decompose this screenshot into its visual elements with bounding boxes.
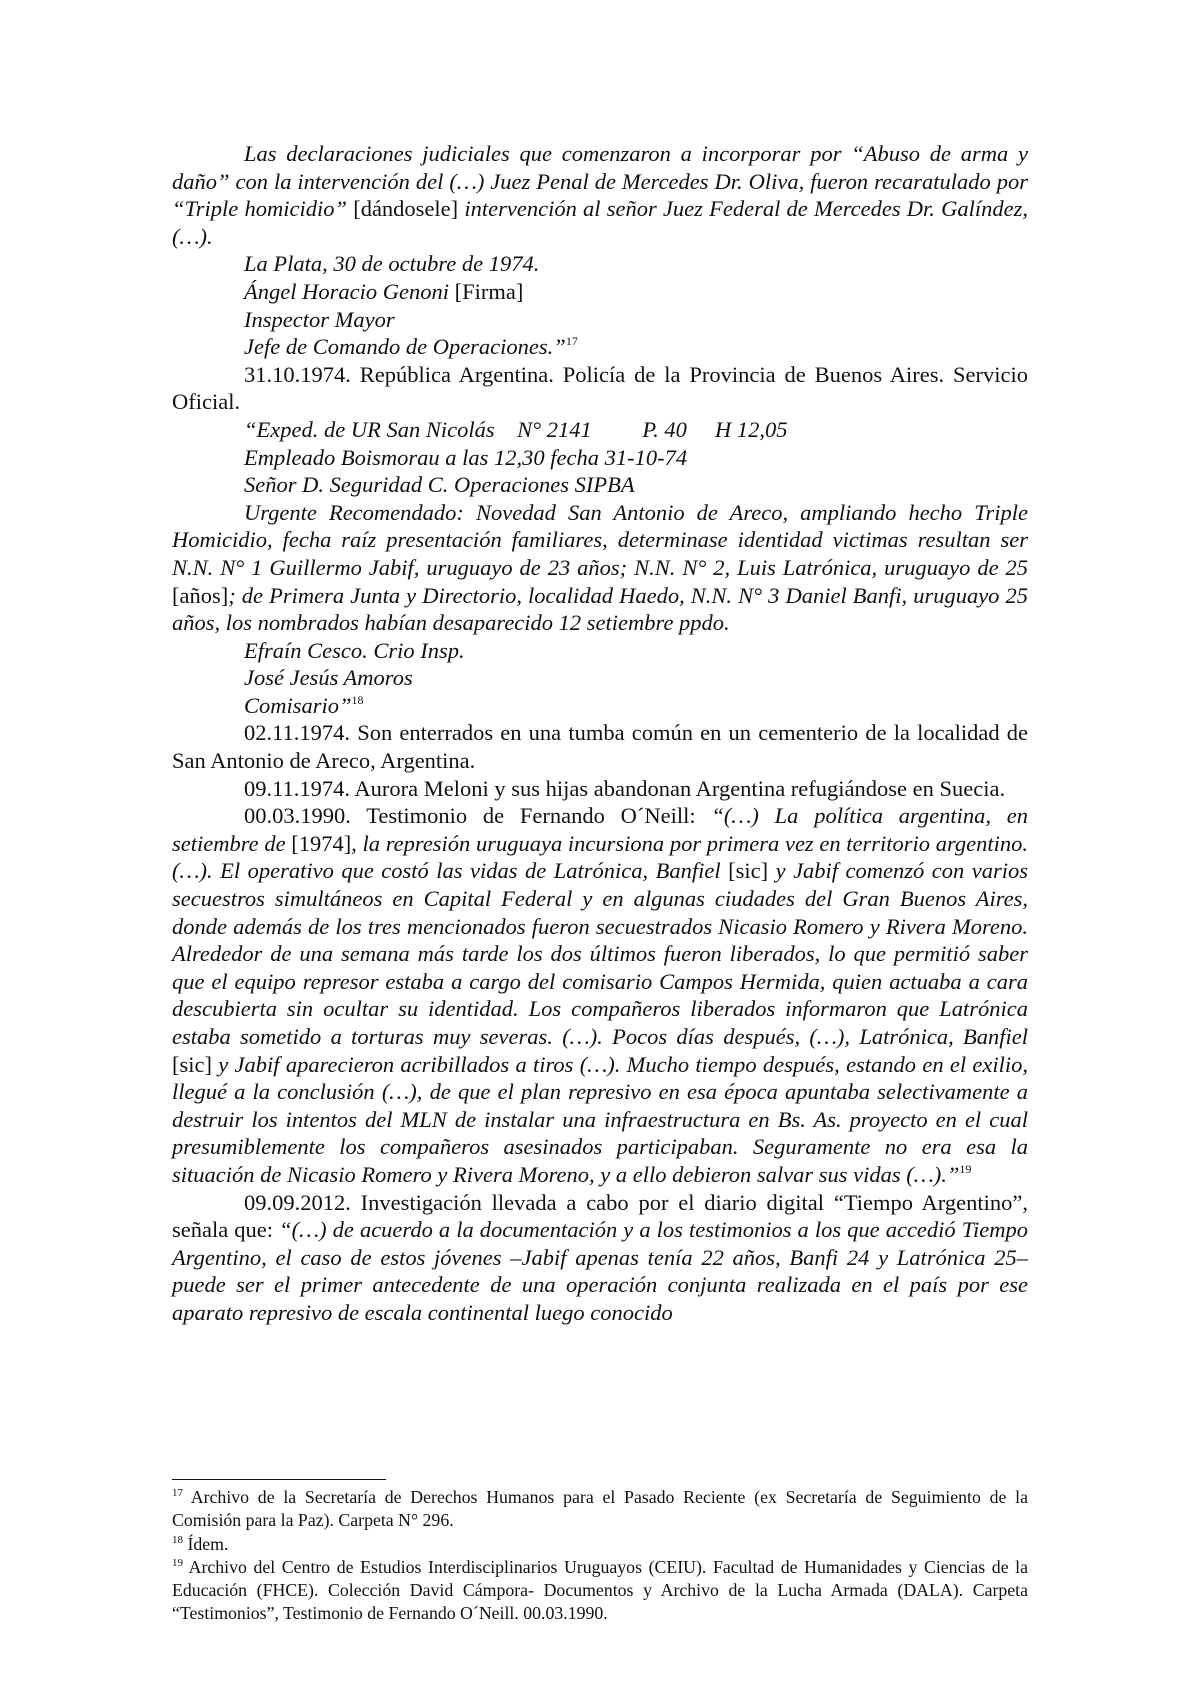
quote-text: intervención al señor Juez Federal de Mercedes Dr. Galíndez, (…). [172, 196, 1028, 249]
footnote-ref-18: 18 [351, 692, 364, 707]
telegram-signer-2: José Jesús Amoros [244, 665, 413, 691]
signature-firma: [Firma] [454, 278, 524, 304]
telegram-body: Urgente Recomendado: Novedad San Antonio de Areco, ampliando hecho Triple Homicidio, fecha raíz presentación familiares, determinase identidad victimas resultan ser N.N. N° 1 Guillermo Jabif, uruguayo de 23 años; N.N. N° 2, Luis Latrónica, uruguayo de 25 [años]; de Primera Junta y Directorio, localidad Haedo, N.N. N° 3 Daniel Banfi, uruguayo 25 años, los nombrados habían desaparecido 12 setiembre ppdo. [172, 499, 1028, 636]
telegram-signer-3: Comisario”$^{18}$ [244, 692, 364, 718]
footnote-18: $^{18}$ Ídem. [172, 1533, 229, 1554]
signature-rank: Inspector Mayor [244, 306, 395, 332]
signature-role: Jefe de Comando de Operaciones.”$^{17}$ [244, 334, 578, 360]
telegram-recipient: Señor D. Seguridad C. Operaciones SIPBA [244, 472, 635, 498]
document-body [172, 140, 1028, 1327]
editorial-insert: [años] [172, 582, 229, 608]
signature-name: Ángel Horacio Genoni [Firma] [244, 278, 524, 304]
editorial-insert: [sic] [172, 1051, 212, 1077]
telegram-employee: Empleado Boismorau a las 12,30 fecha 31-10-74 [244, 444, 688, 470]
footnote-ref-17: 17 [565, 334, 578, 349]
footnote-19: $^{19}$ Archivo del Centro de Estudios Interdisciplinarios Uruguayos (CEIU). Facultad de Humanidades y Ciencias de la Educación (FHCE). Colección David Cámpora- Documentos y Archivo de la Lucha Armada (DALA). Carpeta “Testimonios”, Testimonio de Fernando O´Neill. 00.03.1990. [172, 1556, 1029, 1624]
paragraph-testimony: 00.03.1990. Testimonio de Fernando O´Neill: “(…) La política argentina, en setiembre de [1974], la represión uruguaya incursiona por primera vez en territorio argentino. (…). El operativo que costó las vidas de Latrónica, Banfiel [sic] y Jabif comenzó con varios secuestros simultáneos en Capital Federal y en algunas ciudades del Gran Buenos Aires, donde además de los tres mencionados fueron secuestrados Nicasio Romero y Rivera Moreno. Alrededor de una semana más tarde los dos últimos fueron liberados, lo que permitió saber que el equipo represor estaba a cargo del comisario Campos Hermida, quien actuaba a cara descubierta sin ocultar su identidad. Los compañeros liberados informaron que Latrónica estaba sometido a torturas muy severas. (…). Pocos días después, (…), Latrónica, Banfiel [sic] y Jabif aparecieron acribillados a tiros (…). Mucho tiempo después, estando en el exilio, llegué a la conclusión (…), de que el plan represivo en esa época apuntaba selectivamente a destruir los intentos del MLN de instalar una infraestructura en Bs. As. proyecto en el cual presumiblemente los compañeros asesinados participaban. Seguramente no era esa la situación de Nicasio Romero y Rivera Moreno, y a ello debieron salvar sus vidas (…).”$^{19}$ [172, 803, 1029, 1187]
telegram-signer-1: Efraín Cesco. Crio Insp. [244, 637, 465, 663]
quote-text: Las declaraciones judiciales que comenzaron a incorporar por “Abuso de arma y daño” con la intervención del (…) Juez Penal de Mercedes Dr. Oliva, fueron recaratulado por “Triple homicidio” [172, 141, 1028, 222]
paragraph-judicial-declarations [172, 140, 1028, 250]
paragraph-investigation: 09.09.2012. Investigación llevada a cabo por el diario digital “Tiempo Argentino”, señala que: “(…) de acuerdo a la documentación y a los testimonios a los que accedió Tiempo Argentino, el caso de estos jóvenes –Jabif apenas tenía 22 años, Banfi 24 y Latrónica 25– puede ser el primer antecedente de una operación conjunta realizada en el país por ese aparato represivo de escala continental luego conocido [172, 1189, 1028, 1325]
paragraph-police-service: 31.10.1974. República Argentina. Policía de la Provincia de Buenos Aires. Servicio Oficial. [172, 361, 1028, 415]
editorial-insert: [sic] [728, 858, 769, 884]
telegram-header: “Exped. de UR San Nicolás N° 2141 P. 40 H 12,05 [244, 416, 788, 442]
signature-date: La Plata, 30 de octubre de 1974. [244, 251, 540, 277]
footnote-17: $^{17}$ Archivo de la Secretaría de Derechos Humanos para el Pasado Reciente (ex Secretaría de Seguimiento de la Comisión para la Paz). Carpeta N° 296. [172, 1487, 1028, 1531]
footnote-ref-19: 19 [959, 1161, 972, 1176]
paragraph-exile: 09.11.1974. Aurora Meloni y sus hijas abandonan Argentina refugiándose en Suecia. [244, 775, 1006, 801]
paragraph-burial: 02.11.1974. Son enterrados en una tumba común en un cementerio de la localidad de San Antonio de Areco, Argentina. [172, 720, 1028, 774]
editorial-insert: [1974] [291, 830, 352, 856]
footnotes [172, 1486, 1028, 1626]
editorial-insert: [dándosele] [353, 196, 459, 222]
footnote-separator [172, 1479, 386, 1480]
